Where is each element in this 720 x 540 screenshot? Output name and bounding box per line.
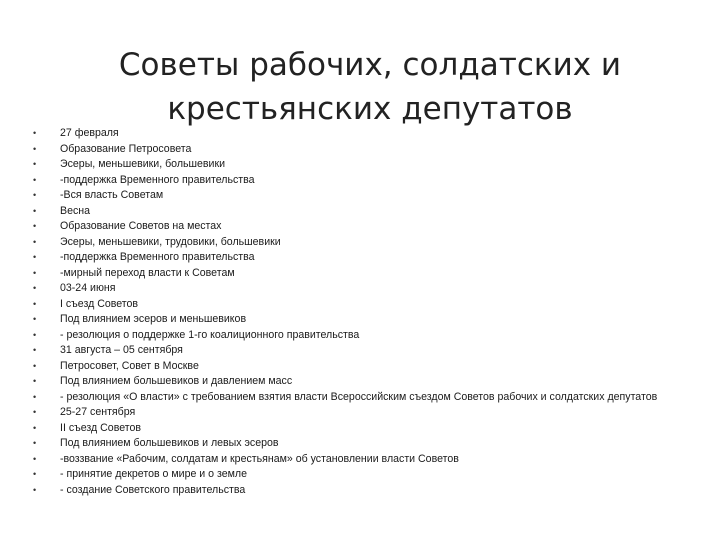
list-item-text: Весна [60, 204, 90, 217]
bullet-icon: • [33, 205, 37, 216]
list-item-text: - резолюция о поддержке 1-го коалиционного правительства [60, 328, 360, 341]
list-item-text: 31 августа – 05 сентября [60, 344, 183, 356]
list-item [0, 188, 700, 204]
list-item-text: Под влиянием эсеров и меньшевиков [60, 313, 247, 325]
list-item-text: - резолюция «О власти» с требованием взятия власти Всероссийским съездом Советов рабочих и солдатских депутатов [60, 390, 658, 403]
bullet-icon: • [33, 190, 37, 200]
list-item [0, 126, 700, 142]
slide-title-line-1: Советы рабочих, солдатских и [118, 46, 622, 83]
bullet-icon: • [33, 252, 37, 262]
bullet-icon: • [33, 422, 37, 433]
bullet-icon: • [33, 174, 37, 185]
list-item [0, 297, 700, 313]
list-item [0, 250, 700, 266]
list-item-text: Эсеры, меньшевики, трудовики, большевики [60, 235, 281, 248]
slide-title [60, 43, 680, 131]
list-item [0, 266, 700, 282]
bullet-icon: • [33, 159, 37, 169]
list-item [0, 312, 700, 328]
list-item-text: Под влиянием большевиков и левых эсеров [60, 437, 279, 449]
list-item-text: Петросовет, Совет в Москве [60, 359, 199, 372]
list-item [0, 374, 700, 390]
list-item [0, 343, 700, 359]
bullet-icon: • [33, 407, 37, 417]
list-item [0, 157, 700, 173]
list-item-text: - создание Советского правительства [60, 483, 246, 496]
list-item-text: - принятие декретов о мире и о земле [60, 468, 247, 480]
list-item [0, 390, 700, 406]
list-item [0, 405, 700, 421]
list-item [0, 204, 700, 220]
list-item-text: -воззвание «Рабочим, солдатам и крестьянам» об установлении власти Советов [60, 452, 459, 465]
bullet-icon: • [33, 236, 37, 247]
bullet-icon: • [33, 391, 37, 402]
bullet-list [0, 126, 720, 498]
list-item [0, 483, 700, 499]
list-item-text: 25-27 сентября [60, 406, 136, 418]
list-item-text: Образование Советов на местах [60, 220, 222, 232]
bullet-icon: • [33, 360, 37, 371]
list-item [0, 436, 700, 452]
list-item [0, 421, 700, 437]
list-item [0, 219, 700, 235]
bullet-icon: • [33, 484, 37, 495]
list-item-text: 03-24 июня [60, 282, 116, 294]
bullet-icon: • [33, 314, 37, 324]
bullet-icon: • [33, 283, 37, 293]
list-item [0, 328, 700, 344]
bullet-icon: • [33, 469, 37, 479]
list-item-text: -поддержка Временного правительства [60, 173, 255, 186]
list-item [0, 142, 700, 158]
bullet-icon: • [33, 221, 37, 231]
bullet-icon: • [33, 438, 37, 448]
bullet-icon: • [33, 329, 37, 340]
list-item-text: Под влиянием большевиков и давлением масс [60, 375, 293, 387]
list-item-text: I съезд Советов [60, 297, 139, 310]
list-item-text: 27 февраля [60, 127, 119, 139]
list-item [0, 467, 700, 483]
list-item [0, 173, 700, 189]
list-item-text: II съезд Советов [60, 421, 141, 434]
bullet-icon: • [33, 143, 37, 154]
bullet-icon: • [33, 453, 37, 464]
list-item-text: -Вся власть Советам [60, 189, 164, 201]
bullet-icon: • [33, 298, 37, 309]
bullet-icon: • [33, 376, 37, 386]
list-item [0, 359, 700, 375]
bullet-icon: • [33, 128, 37, 138]
list-item [0, 452, 700, 468]
bullet-icon: • [33, 345, 37, 355]
list-item-text: -поддержка Временного правительства [60, 251, 255, 263]
list-item [0, 235, 700, 251]
bullet-icon: • [33, 267, 37, 278]
list-item-text: Образование Петросовета [60, 142, 192, 155]
list-item-text: Эсеры, меньшевики, большевики [60, 158, 226, 170]
list-item-text: -мирный переход власти к Советам [60, 266, 235, 279]
list-item [0, 281, 700, 297]
slide-title-line-2: крестьянских депутатов [167, 90, 573, 127]
